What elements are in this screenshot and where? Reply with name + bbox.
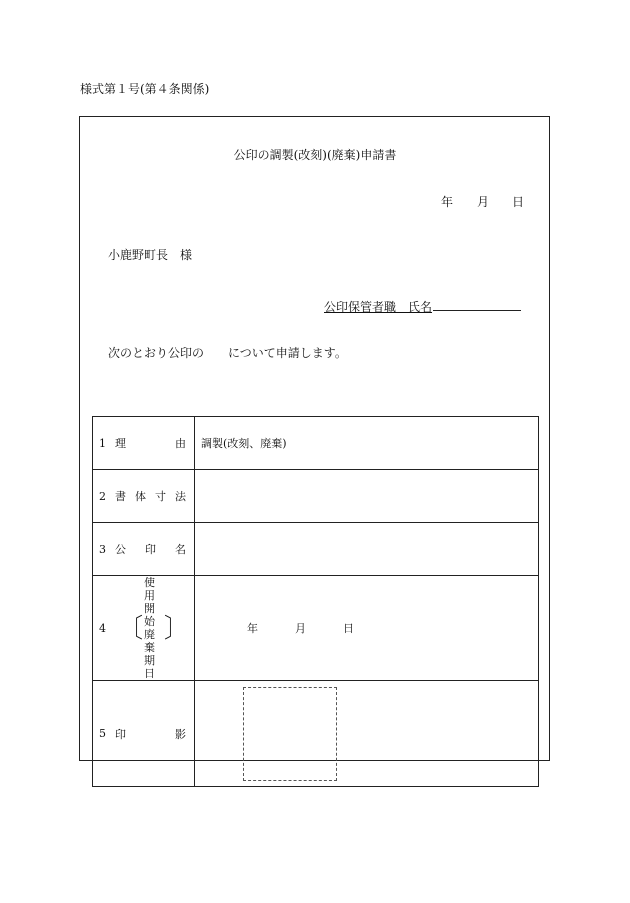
date-day-label: 日 — [343, 622, 354, 635]
label-char: 印 — [115, 727, 126, 741]
label-char: 名 — [175, 543, 186, 556]
label-cell — [93, 576, 195, 681]
statement-before: 次のとおり公印の — [108, 346, 205, 360]
row-number: 5 — [99, 727, 106, 740]
label-char: 法 — [175, 490, 186, 503]
label-cell — [93, 681, 195, 787]
row-number: 4 — [99, 621, 106, 635]
date-day-label: 日 — [512, 195, 525, 209]
label-start-use: 使用開始 — [144, 576, 155, 628]
label-char: 公 — [115, 543, 126, 556]
bracket-right: 〕 — [164, 612, 188, 644]
table-row-typeface-size — [93, 470, 539, 523]
date-month-label: 月 — [477, 195, 490, 209]
addressee: 小鹿野町長 様 — [108, 248, 193, 262]
application-table — [92, 416, 539, 787]
reason-value-cell[interactable] — [195, 417, 539, 470]
label-cell — [93, 523, 195, 576]
table-row-reason — [93, 417, 539, 470]
date-month-label: 月 — [295, 622, 306, 635]
label-cell — [93, 417, 195, 470]
form-number: 様式第１号(第４条関係) — [80, 82, 210, 96]
applicant-label: 公印保管者職 氏名 — [324, 300, 433, 314]
typeface-size-value-cell[interactable] — [195, 470, 539, 523]
bracket-left: 〔 — [119, 612, 143, 644]
label-cell — [93, 470, 195, 523]
row-number: 2 — [99, 489, 106, 503]
seal-impression-box[interactable] — [243, 687, 337, 781]
label-char: 影 — [175, 727, 186, 741]
label-disposal-date: 廃棄期日 — [144, 628, 155, 680]
label-char: 寸 — [155, 490, 166, 503]
label-char: 書 — [115, 490, 126, 503]
row-number: 3 — [99, 542, 106, 556]
seal-name-value-cell[interactable] — [195, 523, 539, 576]
table-row-start-disposal-date — [93, 576, 539, 681]
seal-impression-cell — [195, 681, 539, 787]
label-char: 体 — [135, 490, 146, 503]
row-number: 1 — [99, 436, 106, 450]
date-year-label: 年 — [441, 195, 454, 209]
reason-value: 調製(改刻、廃棄) — [201, 437, 287, 450]
label-char: 理 — [115, 437, 126, 450]
table-row-seal-name — [93, 523, 539, 576]
label-char: 由 — [175, 437, 186, 450]
table-row-seal-impression — [93, 681, 539, 787]
date-year-label: 年 — [247, 622, 258, 635]
form-title: 公印の調製(改刻)(廃棄)申請書 — [233, 148, 397, 162]
statement — [108, 344, 347, 361]
label-char: 印 — [145, 543, 156, 556]
applicant-signature-line[interactable] — [433, 310, 521, 311]
statement-after: について申請します。 — [228, 346, 347, 360]
start-disposal-date-cell[interactable] — [195, 576, 539, 681]
